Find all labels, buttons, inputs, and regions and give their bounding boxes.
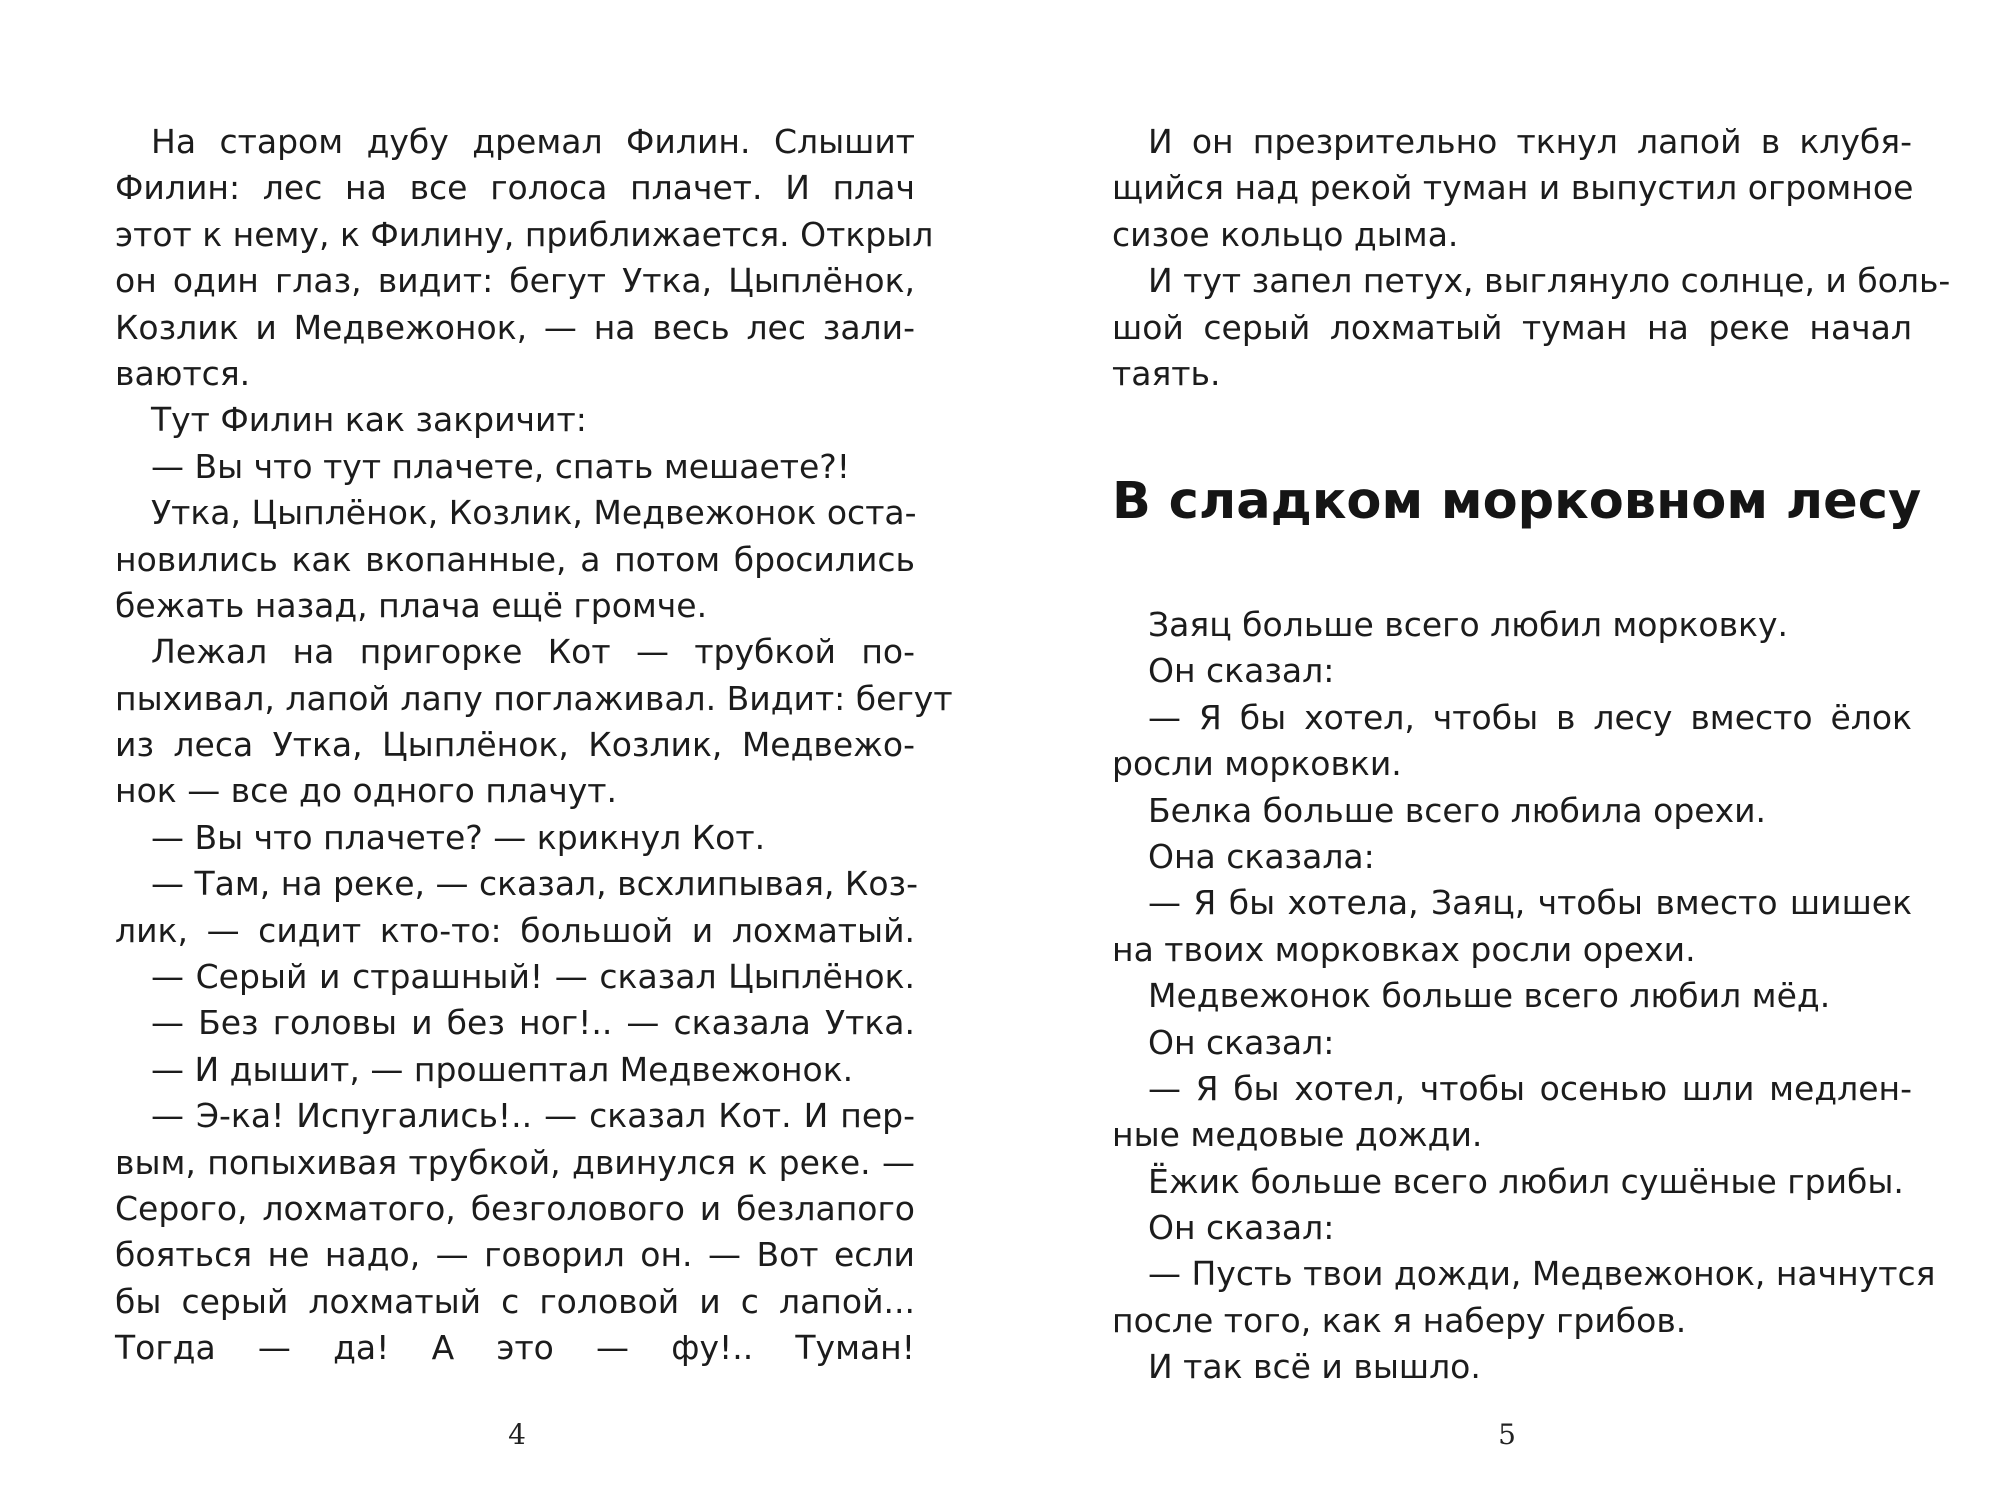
text-line: — Вы что тут плачете, спать мешаете?!	[151, 446, 851, 486]
text-line: новились как вкопанные, а потом бросились	[115, 539, 915, 579]
text-line: Ёжик больше всего любил сушёные грибы.	[1148, 1161, 1904, 1201]
text-line: — Пусть твои дожди, Медвежонок, начнутся	[1148, 1254, 1936, 1294]
text-line: Он сказал:	[1148, 1022, 1335, 1062]
text-line: — Я бы хотела, Заяц, чтобы вместо шишек	[1148, 883, 1912, 923]
text-line: лик, — сидит кто-то: большой и лохматый.	[115, 910, 915, 950]
text-line: Она сказала:	[1148, 836, 1375, 876]
text-line: вым, попыхивая трубкой, двинулся к реке. —	[115, 1142, 915, 1182]
text-line: Медвежонок больше всего любил мёд.	[1148, 976, 1831, 1016]
text-line: Он сказал:	[1148, 651, 1335, 691]
story-text	[1112, 602, 1936, 1391]
page-number: 4	[508, 1418, 526, 1451]
text-line: — Э-ка! Испугались!.. — сказал Кот. И пер-	[151, 1096, 915, 1136]
text-line: Тогда — да! А это — фу!.. Туман!	[115, 1328, 915, 1368]
text-line: росли морковки.	[1112, 744, 1402, 784]
text-line: Утка, Цыплёнок, Козлик, Медвежонок оста-	[151, 493, 917, 533]
page-number: 5	[1498, 1418, 1516, 1451]
text-line: пыхивал, лапой лапу поглаживал. Видит: бегут	[115, 678, 953, 718]
text-line: И так всё и вышло.	[1148, 1347, 1481, 1387]
text-line: — Там, на реке, — сказал, всхлипывая, Коз-	[151, 864, 918, 904]
text-line: бы серый лохматый с головой и с лапой...	[115, 1281, 915, 1321]
right-page-continuation	[1112, 119, 1951, 397]
text-line: Серого, лохматого, безголового и безлапого	[115, 1188, 915, 1228]
text-line: — Я бы хотел, чтобы в лесу вместо ёлок	[1148, 697, 1912, 737]
text-line: — И дышит, — прошептал Медвежонок.	[151, 1049, 854, 1089]
text-line: — Без головы и без ног!.. — сказала Утка.	[151, 1003, 915, 1043]
text-line: — Вы что плачете? — крикнул Кот.	[151, 817, 766, 857]
story-title: В сладком морковном лесу	[1112, 472, 1922, 531]
text-line: И он презрительно ткнул лапой в клубя-	[1148, 122, 1912, 161]
text-line: — Я бы хотел, чтобы осенью шли медлен-	[1148, 1068, 1912, 1108]
text-line: после того, как я наберу грибов.	[1112, 1300, 1687, 1340]
text-line: шой серый лохматый туман на реке начал	[1112, 307, 1912, 347]
text-line: этот к нему, к Филину, приближается. Открыл	[115, 214, 934, 254]
text-line: И тут запел петух, выглянуло солнце, и боль-	[1148, 261, 1951, 301]
text-line: ваются.	[115, 353, 251, 393]
text-line: на твоих морковках росли орехи.	[1112, 929, 1696, 969]
text-line: Заяц больше всего любил морковку.	[1148, 605, 1788, 644]
left-page-text	[115, 119, 953, 1372]
text-line: Филин: лес на все голоса плачет. И плач	[115, 168, 915, 208]
text-line: он один глаз, видит: бегут Утка, Цыплёнок,	[115, 261, 915, 301]
text-line: ные медовые дожди.	[1112, 1115, 1483, 1155]
text-line: из леса Утка, Цыплёнок, Козлик, Медвежо-	[115, 725, 915, 765]
text-line: щийся над рекой туман и выпустил огромное	[1112, 168, 1914, 208]
text-line: На старом дубу дремал Филин. Слышит	[151, 122, 915, 161]
text-line: Козлик и Медвежонок, — на весь лес зали-	[115, 307, 915, 347]
text-line: бояться не надо, — говорил он. — Вот если	[115, 1235, 915, 1275]
text-line: Тут Филин как закричит:	[151, 400, 587, 440]
text-line: бежать назад, плача ещё громче.	[115, 585, 708, 625]
text-line: — Серый и страшный! — сказал Цыплёнок.	[151, 957, 915, 997]
text-line: нок — все до одного плачут.	[115, 771, 617, 811]
text-line: Он сказал:	[1148, 1208, 1335, 1248]
right-page	[1000, 0, 2000, 1495]
text-line: сизое кольцо дыма.	[1112, 214, 1459, 254]
text-line: Белка больше всего любила орехи.	[1148, 790, 1767, 830]
text-line: таять.	[1112, 353, 1221, 393]
text-line: Лежал на пригорке Кот — трубкой по-	[151, 632, 915, 672]
